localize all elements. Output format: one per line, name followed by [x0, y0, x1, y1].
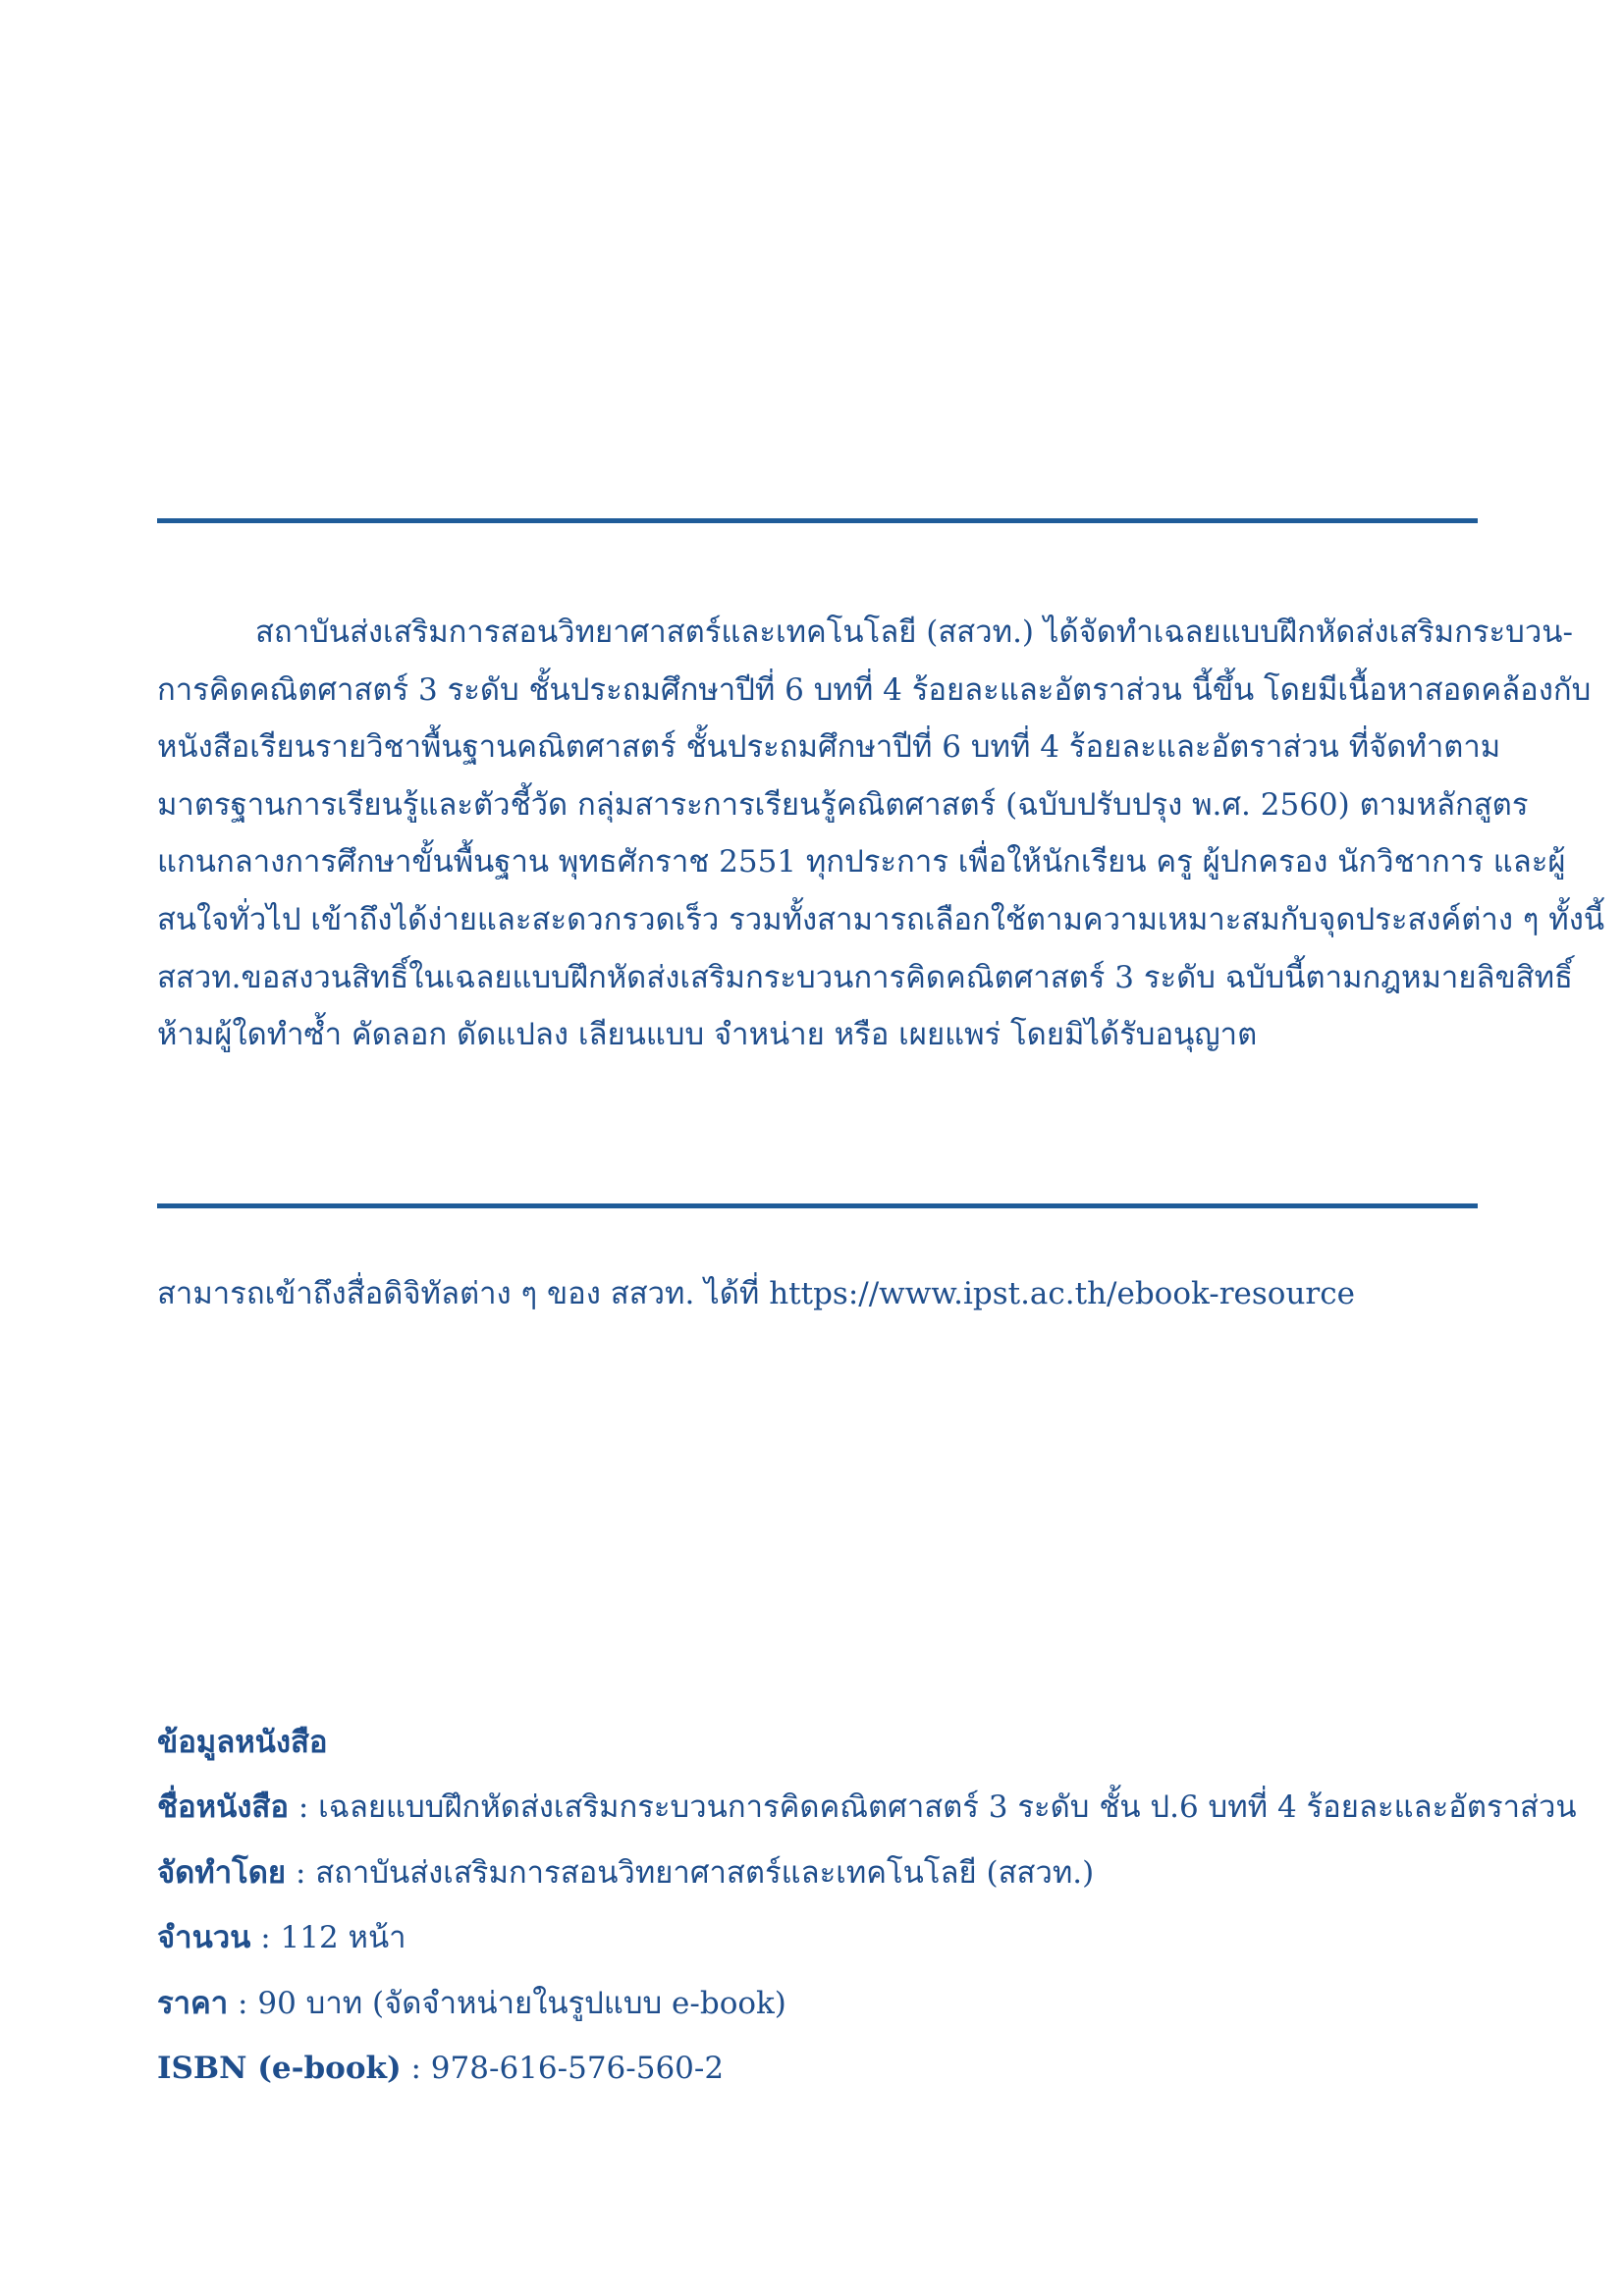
copyright-line: สนใจทั่วไป เข้าถึงได้ง่ายและสะดวกรวดเร็ว รวมทั้งสามารถเลือกใช้ตามความเหมาะสมกับจุดประสงค์ต่าง ๆ ทั้งนี้: [157, 901, 1605, 937]
book-title-value: : เฉลยแบบฝึกหัดส่งเสริมกระบวนการคิดคณิตศาสตร์ 3 ระดับ ชั้น ป.6 บทที่ 4 ร้อยละและอัตราส่วน: [288, 1789, 1577, 1825]
copyright-line: การคิดคณิตศาสตร์ 3 ระดับ ชั้นประถมศึกษาปีที่ 6 บทที่ 4 ร้อยละและอัตราส่วน นี้ขึ้น โดยมีเนื้อหาสอดคล้องกับ: [157, 671, 1592, 708]
copyright-line: สสวท.ขอสงวนสิทธิ์ในเฉลยแบบฝึกหัดส่งเสริมกระบวนการคิดคณิตศาสตร์ 3 ระดับ ฉบับนี้ตามกฎหมายลิขสิทธิ์: [157, 959, 1573, 995]
isbn-value: : 978-616-576-560-2: [401, 2051, 725, 2086]
publisher-row: [157, 1850, 1577, 1916]
publisher-value: : สถาบันส่งเสริมการสอนวิทยาศาสตร์และเทคโนโลยี (สสวท.): [286, 1854, 1095, 1891]
copyright-line: มาตรฐานการเรียนรู้และตัวชี้วัด กลุ่มสาระการเรียนรู้คณิตศาสตร์ (ฉบับปรับปรุง พ.ศ. 2560) ตามหลักสูตร: [157, 786, 1529, 823]
page-count-label: จำนวน: [157, 1920, 251, 1955]
page-count-value: : 112 หน้า: [250, 1920, 406, 1955]
book-info-heading: ข้อมูลหนังสือ: [157, 1725, 328, 1760]
copyright-line: แกนกลางการศึกษาขั้นพื้นฐาน พุทธศักราช 2551 ทุกประการ เพื่อให้นักเรียน ครู ผู้ปกครอง นักวิชาการ และผู้: [157, 844, 1566, 881]
copyright-notice: [157, 604, 1605, 1064]
book-info-section: [157, 1720, 1577, 2111]
book-title-row: [157, 1785, 1577, 1850]
book-title-label: ชื่อหนังสือ: [157, 1789, 289, 1825]
publisher-label: จัดทำโดย: [157, 1854, 287, 1891]
price-value: : 90 บาท (จัดจำหน่ายในรูปแบบ e-book): [228, 1985, 786, 2021]
isbn-label: ISBN (e-book): [157, 2051, 402, 2086]
price-row: [157, 1981, 1577, 2047]
price-label: ราคา: [157, 1985, 229, 2021]
page-count-row: [157, 1915, 1577, 1981]
isbn-row: [157, 2046, 1577, 2111]
copyright-line: ห้ามผู้ใดทำซ้ำ คัดลอก ดัดแปลง เลียนแบบ จำหน่าย หรือ เผยแพร่ โดยมิได้รับอนุญาต: [157, 1017, 1258, 1053]
copyright-line: หนังสือเรียนรายวิชาพื้นฐานคณิตศาสตร์ ชั้นประถมศึกษาปีที่ 6 บทที่ 4 ร้อยละและอัตราส่วน ที่จัดทำตาม: [157, 729, 1501, 766]
copyright-line: สถาบันส่งเสริมการสอนวิทยาศาสตร์และเทคโนโลยี (สสวท.) ได้จัดทำเฉลยแบบฝึกหัดส่งเสริมกระบวน-: [255, 614, 1573, 650]
bottom-divider: [157, 1203, 1478, 1208]
digital-media-access-text: สามารถเข้าถึงสื่อดิจิทัลต่าง ๆ ของ สสวท. ได้ที่ https://www.ipst.ac.th/ebook-resource: [157, 1276, 1355, 1311]
top-divider: [157, 518, 1478, 523]
